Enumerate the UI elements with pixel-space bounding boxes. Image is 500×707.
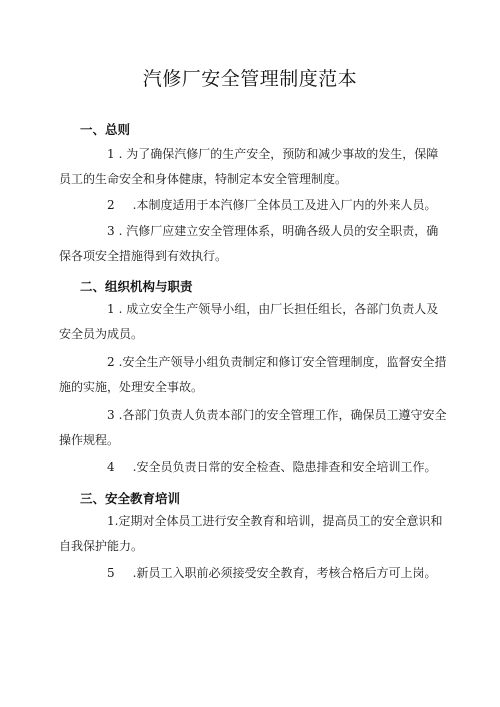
section-heading: 二、组织机构与职责 [80,279,193,294]
item-number: 1 [107,514,115,528]
item-number: 2 [107,198,115,212]
item-number: 2 [107,355,115,369]
paragraph [59,142,449,192]
section-heading: 三、安全教育培训 [80,491,181,506]
item-number: 1 [107,302,115,316]
item-number: 4 [107,460,115,474]
item-text: . 汽修厂应建立安全管理体系，明确各级人员的安全职责，确保各项安全措施得到有效执行。 [59,224,439,263]
section-heading: 一、总则 [80,122,131,137]
item-text: . 为了确保汽修厂的生产安全，预防和减少事故的发生，保障员工的生命安全和身体健康，特制定本安全管理制度。 [59,147,439,186]
paragraph [59,455,449,480]
item-text: . 成立安全生产领导小组，由厂长担任组长，各部门负责人及安全员为成员。 [59,302,439,341]
paragraph [59,193,449,218]
item-number: 3 [107,224,115,238]
item-text: .安全员负责日常的安全检查、隐患排查和安全培训工作。 [132,460,437,474]
item-number: 5 [107,566,115,580]
paragraph [59,509,449,559]
paragraph [59,350,449,400]
item-text: .新员工入职前必须接受安全教育，考核合格后方可上岗。 [132,566,437,580]
paragraph [59,297,449,347]
item-number: 1 [107,147,115,161]
item-text: .定期对全体员工进行安全教育和培训，提高员工的安全意识和自我保护能力。 [59,514,443,553]
paragraph [59,561,449,586]
paragraph [59,403,449,453]
item-number: 3 [107,408,115,422]
item-text: .各部门负责人负责本部门的安全管理工作，确保员工遵守安全操作规程。 [59,408,447,447]
item-text: .安全生产领导小组负责制定和修订安全管理制度，监督安全措施的实施，处理安全事故。 [59,355,447,394]
document-title: 汽修厂安全管理制度范本 [142,68,358,90]
item-text: .本制度适用于本汽修厂全体员工及进入厂内的外来人员。 [132,198,437,212]
paragraph [59,219,449,269]
